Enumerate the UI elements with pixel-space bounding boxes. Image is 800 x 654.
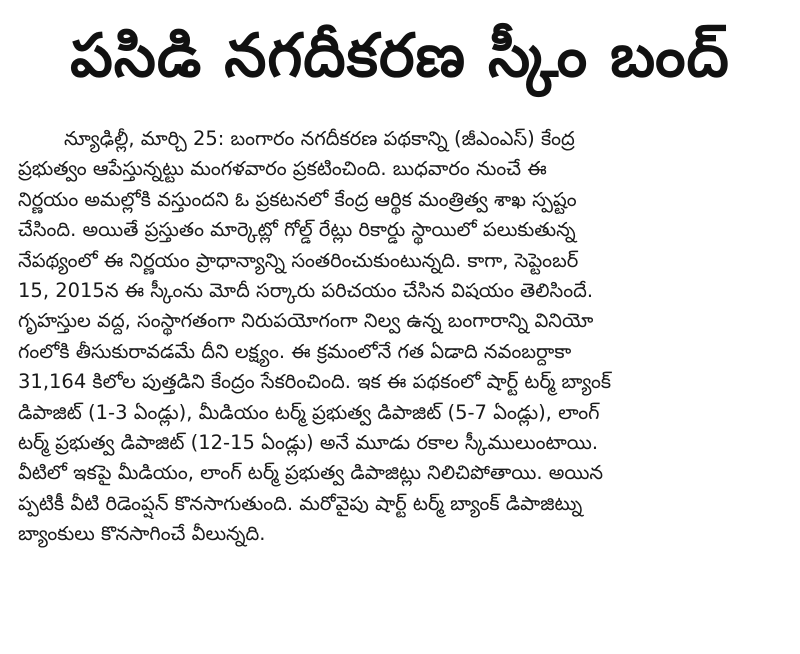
article-line: నిర్ణయం అమల్లోకి వస్తుందని ఓ ప్రకటనలో కేంద్ర ఆర్థిక మంత్రిత్వ శాఖ స్పష్టం xyxy=(18,187,577,211)
article-line: డిపాజిట్ (1-3 ఏండ్లు), మీడియం టర్మ్ ప్రభుత్వ డిపాజిట్ (5-7 ఏండ్లు), లాంగ్ xyxy=(18,400,600,424)
article-line: న్యూఢిల్లీ, మార్చి 25: బంగారం నగదీకరణ పథకాన్ని (జీఎంఎస్) కేంద్ర xyxy=(64,127,575,150)
article-line: గంలోకి తీసుకురావడమే దీని లక్ష్యం. ఈ క్రమంలోనే గత ఏడాది నవంబర్దాకా xyxy=(18,339,572,363)
headline: పసిడి నగదీకరణ స్కీం బంద్ xyxy=(70,21,730,91)
news-clipping xyxy=(14,8,786,646)
article-line: టర్మ్ ప్రభుత్వ డిపాజిట్ (12-15 ఏండ్లు) అనే మూడు రకాల స్కీములుంటాయి. xyxy=(18,430,599,454)
article-line: ప్రభుత్వం ఆపేస్తున్నట్టు మంగళవారం ప్రకటించింది. బుధవారం నుంచే ఈ xyxy=(18,157,547,181)
article-line: చేసింది. అయితే ప్రస్తుతం మార్కెట్లో గోల్డ్ రేట్లు రికార్డు స్థాయిలో పలుకుతున్న xyxy=(18,218,576,242)
article-line: 31,164 కిలోల పుత్తడిని కేంద్రం సేకరించింది. ఇక ఈ పథకంలో షార్ట్ టర్మ్ బ్యాంక్ xyxy=(18,370,612,394)
article-line: బ్యాంకులు కొనసాగించే వీలున్నది. xyxy=(18,522,266,546)
article-line: వీటిలో ఇకపై మీడియం, లాంగ్ టర్మ్ ప్రభుత్వ డిపాజిట్లు నిలిచిపోతాయి. అయిన xyxy=(18,461,604,485)
article-body xyxy=(18,124,782,549)
article-line: గృహస్తుల వద్ద, సంస్థాగతంగా నిరుపయోగంగా నిల్వ ఉన్న బంగారాన్ని వినియో xyxy=(18,309,594,333)
article-line: ప్పటికీ వీటి రిడెంప్షన్ కొనసాగుతుంది. మరోవైపు షార్ట్ టర్మ్ బ్యాంక్ డిపాజిట్ను xyxy=(18,491,583,515)
article-line: నేపథ్యంలో ఈ నిర్ణయం ప్రాధాన్యాన్ని సంతరించుకుంటున్నది. కాగా, సెప్టెంబర్ xyxy=(18,248,579,272)
article-line: 15, 2015న ఈ స్కీంను మోదీ సర్కారు పరిచయం చేసిన విషయం తెలిసిందే. xyxy=(18,278,594,302)
